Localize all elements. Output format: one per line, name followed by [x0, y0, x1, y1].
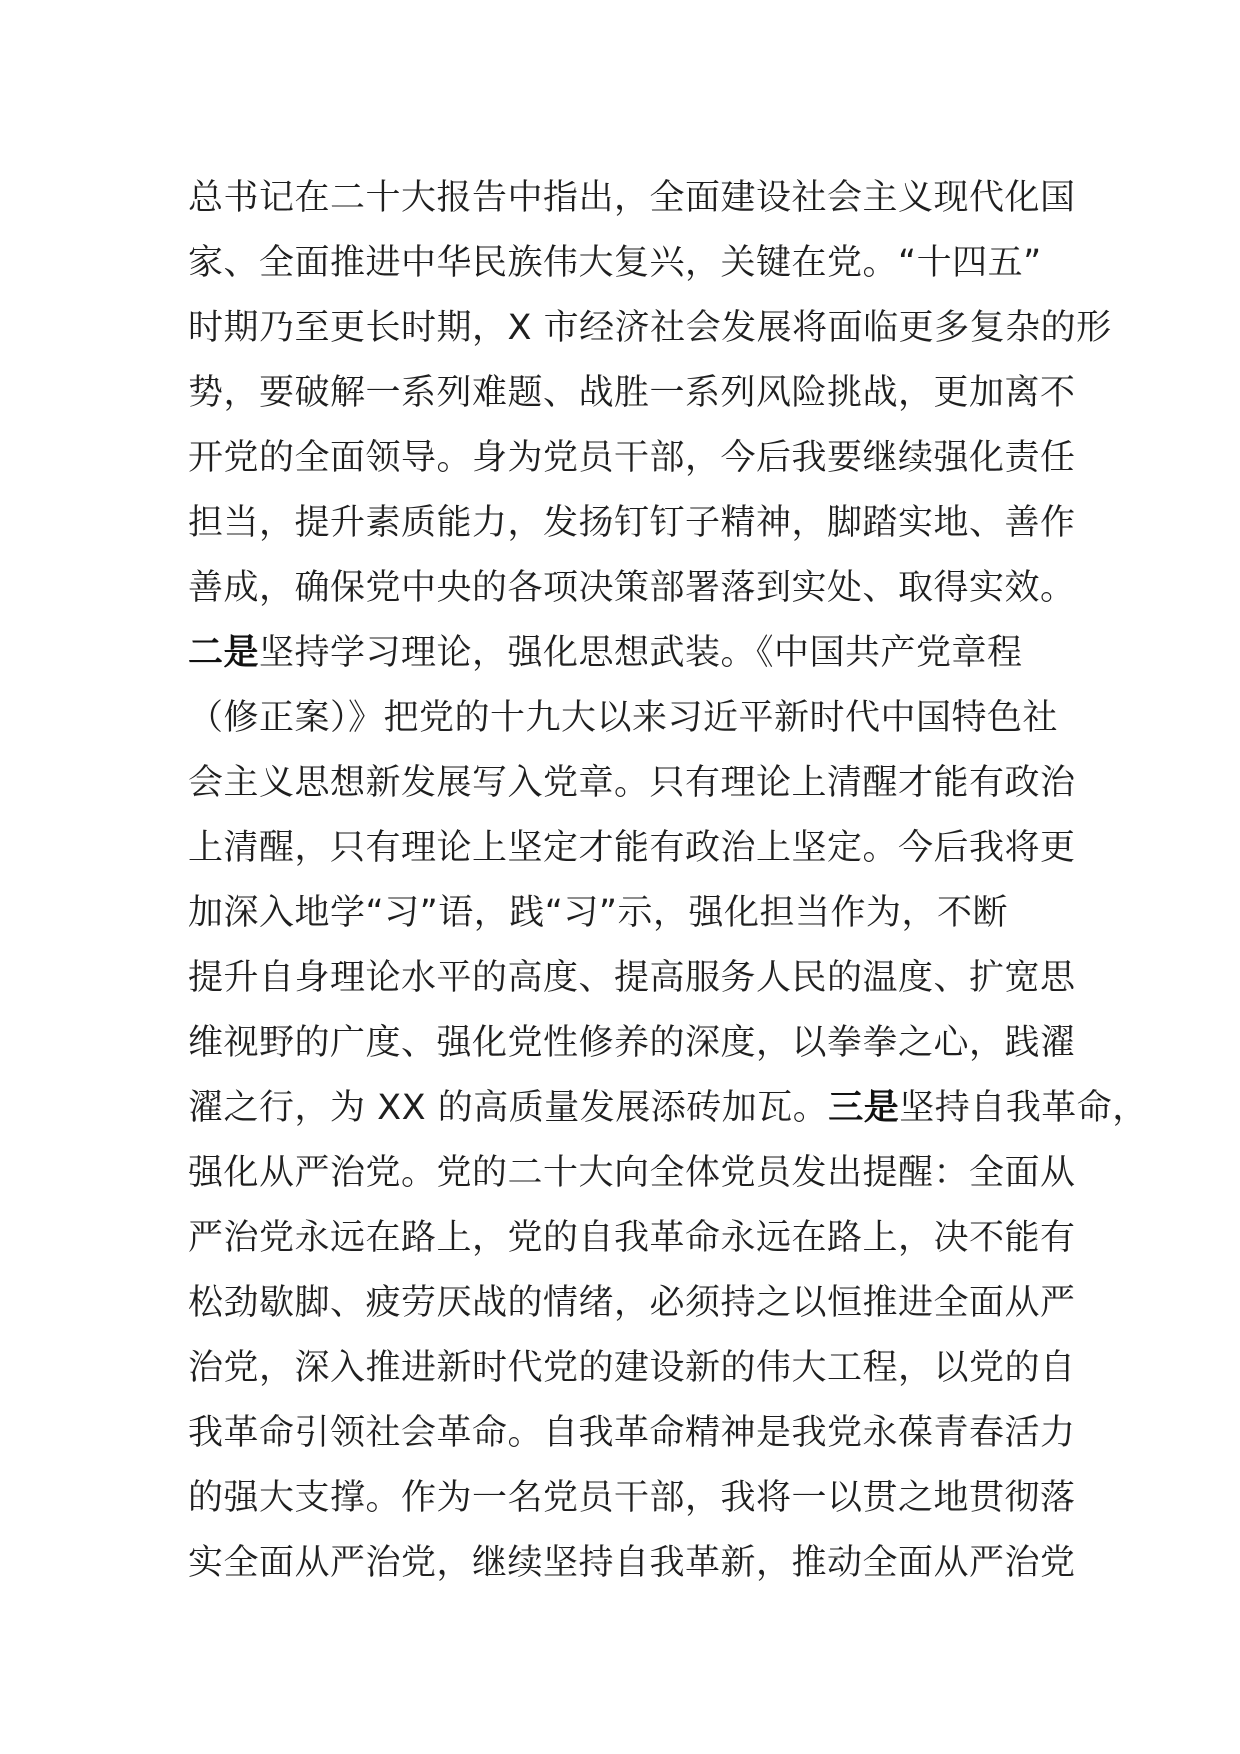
text-line-12: 加深入地学“习”语，践“习”示，强化担当作为，不断: [188, 893, 1009, 933]
text-line-9: （修正案）》把党的十九大以来习近平新时代中国特色社: [188, 698, 1059, 738]
text-line-5: 开党的全面领导。身为党员干部，今后我要继续强化责任: [188, 438, 1076, 478]
text-line-8-rest: 坚持学习理论，强化思想武装。《中国共产党章程: [259, 633, 1023, 673]
text-line-18: 松劲歇脚、疲劳厌战的情绪，必须持之以恒推进全面从严: [188, 1283, 1076, 1323]
text-line-13: 提升自身理论水平的高度、提高服务人民的温度、扩宽思: [188, 958, 1076, 998]
text-line-14: 维视野的广度、强化党性修养的深度，以拳拳之心，践濯: [188, 1023, 1076, 1063]
text-line-15-rest: 坚持自我革命，: [899, 1088, 1148, 1128]
text-line-1: 总书记在二十大报告中指出，全面建设社会主义现代化国: [188, 178, 1076, 218]
text-line-15-start: 濯之行，为 XX 的高质量发展添砖加瓦。: [188, 1088, 829, 1128]
body-text: [188, 166, 1148, 1596]
text-line-21: 的强大支撑。作为一名党员干部，我将一以贯之地贯彻落: [188, 1478, 1076, 1518]
text-line-4: 势，要破解一系列难题、战胜一系列风险挑战，更加离不: [188, 373, 1076, 413]
point-two-marker: 二是: [188, 633, 260, 673]
text-line-7: 善成，确保党中央的各项决策部署落到实处、取得实效。: [188, 568, 1076, 608]
text-line-16: 强化从严治党。党的二十大向全体党员发出提醒：全面从: [188, 1153, 1076, 1193]
text-line-6: 担当，提升素质能力，发扬钉钉子精神，脚踏实地、善作: [188, 503, 1076, 543]
text-line-10: 会主义思想新发展写入党章。只有理论上清醒才能有政治: [188, 763, 1076, 803]
text-line-22: 实全面从严治党，继续坚持自我革新，推动全面从严治党: [188, 1543, 1076, 1583]
text-line-2: 家、全面推进中华民族伟大复兴，关键在党。“十四五”: [188, 243, 1042, 283]
text-line-19: 治党，深入推进新时代党的建设新的伟大工程，以党的自: [188, 1348, 1076, 1388]
text-line-11: 上清醒，只有理论上坚定才能有政治上坚定。今后我将更: [188, 828, 1076, 868]
text-line-3: 时期乃至更长时期，X 市经济社会发展将面临更多复杂的形: [188, 308, 1112, 348]
text-line-20: 我革命引领社会革命。自我革命精神是我党永葆青春活力: [188, 1413, 1076, 1453]
text-line-15: [188, 1076, 1148, 1141]
text-line-8: [188, 621, 1088, 686]
text-line-17: 严治党永远在路上，党的自我革命永远在路上，决不能有: [188, 1218, 1076, 1258]
point-three-marker: 三是: [828, 1088, 900, 1128]
